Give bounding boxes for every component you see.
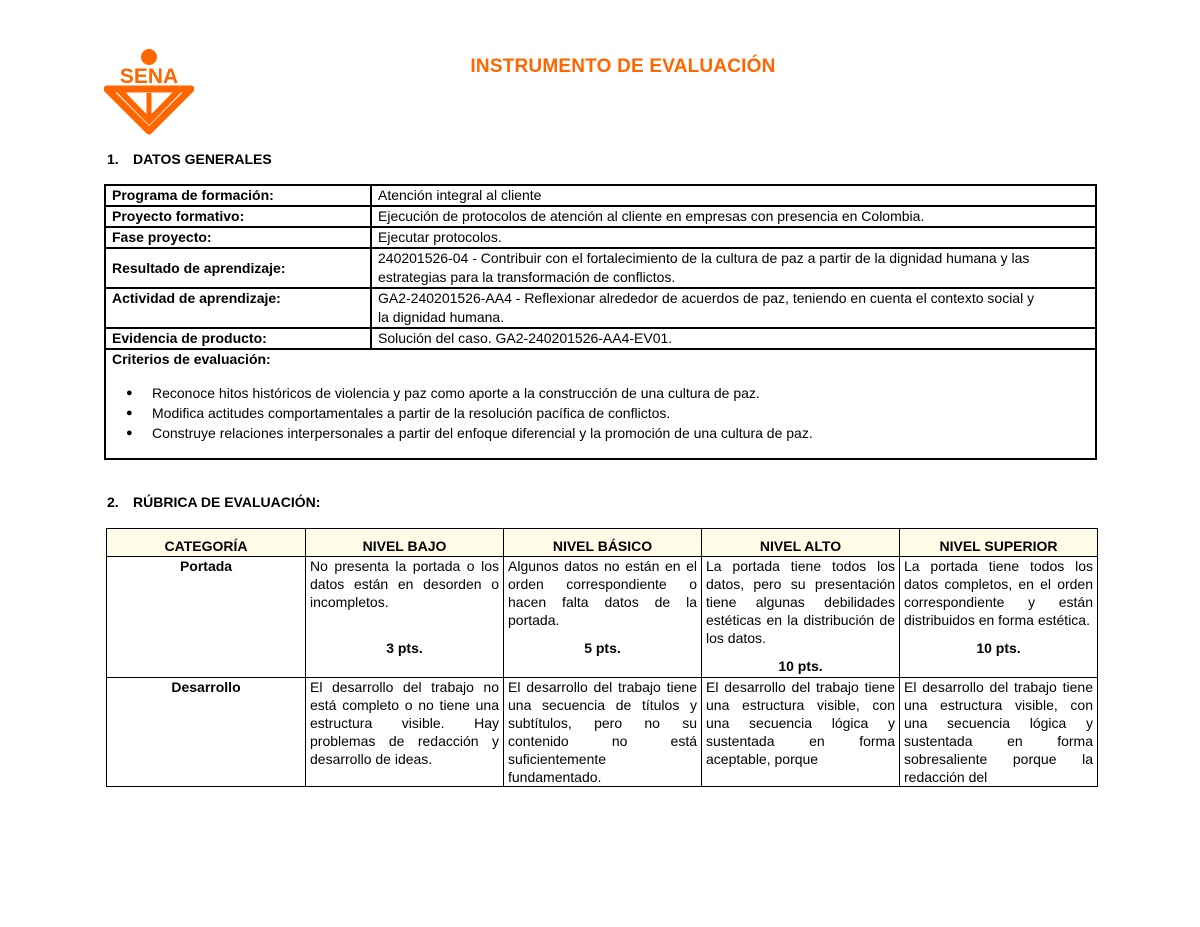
section-title: DATOS GENERALES [133, 151, 272, 167]
level-description: El desarrollo del trabajo tiene una estructura visible, con una secuencia lógica y sustentada en forma sobresaliente porque la redacción del [904, 679, 1093, 785]
rubrica-table [106, 528, 1098, 787]
field-label: Programa de formación: [105, 185, 371, 206]
field-label: Proyecto formativo: [105, 206, 371, 227]
field-label: Resultado de aprendizaje: [105, 248, 371, 288]
section-heading-datos-generales [107, 151, 272, 167]
level-cell [306, 557, 504, 678]
level-cell [504, 678, 702, 787]
column-header: NIVEL SUPERIOR [900, 529, 1098, 557]
field-value-line: GA2-240201526-AA4 - Reflexionar alrededor de acuerdos de paz, teniendo en cuenta el contexto social y [378, 290, 1035, 306]
table-row [105, 288, 1096, 328]
field-value: Ejecución de protocolos de atención al cliente en empresas con presencia en Colombia. [371, 206, 1096, 227]
level-points: 10 pts. [778, 658, 823, 674]
level-cell [702, 678, 900, 787]
table-row [105, 349, 1096, 459]
column-header: NIVEL BÁSICO [504, 529, 702, 557]
field-value [371, 248, 1096, 288]
level-description: No presenta la portada o los datos están en desorden o incompletos. [310, 558, 499, 610]
list-item: ● Reconoce hitos históricos de violencia y paz como aporte a la construcción de una cultura de paz. [152, 383, 1089, 403]
level-points: 5 pts. [584, 640, 621, 656]
svg-text:SENA: SENA [119, 65, 179, 88]
level-cell [702, 557, 900, 678]
category-cell: Portada [107, 557, 306, 678]
table-row [107, 557, 1098, 678]
field-value-line: 240201526-04 - Contribuir con el fortalecimiento de la cultura de paz a partir de la dignidad humana y las [378, 250, 1030, 266]
field-value [371, 288, 1096, 328]
criteria-cell [105, 349, 1096, 459]
field-label: Actividad de aprendizaje: [105, 288, 371, 328]
level-cell [504, 557, 702, 678]
level-cell [900, 557, 1098, 678]
level-description: El desarrollo del trabajo tiene una estructura visible, con una secuencia lógica y sustentada en forma aceptable, porque [706, 679, 895, 767]
level-points: 10 pts. [976, 640, 1021, 656]
field-label: Evidencia de producto: [105, 328, 371, 349]
document-title: INSTRUMENTO DE EVALUACIÓN [470, 56, 776, 77]
column-header: NIVEL BAJO [306, 529, 504, 557]
table-row [105, 227, 1096, 248]
level-description: La portada tiene todos los datos completos, en el orden correspondiente y están distribuidos en forma estética. [904, 558, 1093, 628]
column-header: NIVEL ALTO [702, 529, 900, 557]
level-description: El desarrollo del trabajo tiene una secuencia de títulos y subtítulos, pero no su contenido no está suficientemente fundamentado. [508, 679, 697, 785]
section-heading-rubrica [107, 494, 320, 510]
field-value: Atención integral al cliente [371, 185, 1096, 206]
datos-generales-table [104, 184, 1097, 460]
column-header: CATEGORÍA [107, 529, 306, 557]
level-description: La portada tiene todos los datos, pero su presentación tiene algunas debilidades estéticas en la distribución de los datos. [706, 558, 895, 646]
field-label: Fase proyecto: [105, 227, 371, 248]
table-row [105, 206, 1096, 227]
level-cell [306, 678, 504, 787]
level-points: 3 pts. [386, 640, 423, 656]
category-cell: Desarrollo [107, 678, 306, 787]
section-number: 1. [107, 151, 119, 167]
table-row [105, 185, 1096, 206]
table-row [105, 248, 1096, 288]
field-value: Ejecutar protocolos. [371, 227, 1096, 248]
level-cell [900, 678, 1098, 787]
section-title: RÚBRICA DE EVALUACIÓN: [133, 494, 321, 510]
level-description: El desarrollo del trabajo no está completo o no tiene una estructura visible. Hay problemas de redacción y desarrollo de ideas. [310, 679, 499, 767]
list-item: ● Modifica actitudes comportamentales a partir de la resolución pacífica de conflictos. [152, 403, 1089, 423]
list-item: ● Construye relaciones interpersonales a partir del enfoque diferencial y la promoción de una cultura de paz. [152, 423, 1089, 443]
field-value-line: estrategias para la transformación de conflictos. [378, 269, 676, 285]
field-value-line: la dignidad humana. [378, 309, 505, 325]
field-value: Solución del caso. GA2-240201526-AA4-EV01. [371, 328, 1096, 349]
table-header-row [107, 529, 1098, 557]
criteria-list [112, 383, 1089, 443]
criteria-title: Criterios de evaluación: [112, 351, 271, 367]
table-row [107, 678, 1098, 787]
level-description: Algunos datos no están en el orden correspondiente o hacen falta datos de la portada. [508, 558, 697, 628]
section-number: 2. [107, 494, 119, 510]
table-row [105, 328, 1096, 349]
